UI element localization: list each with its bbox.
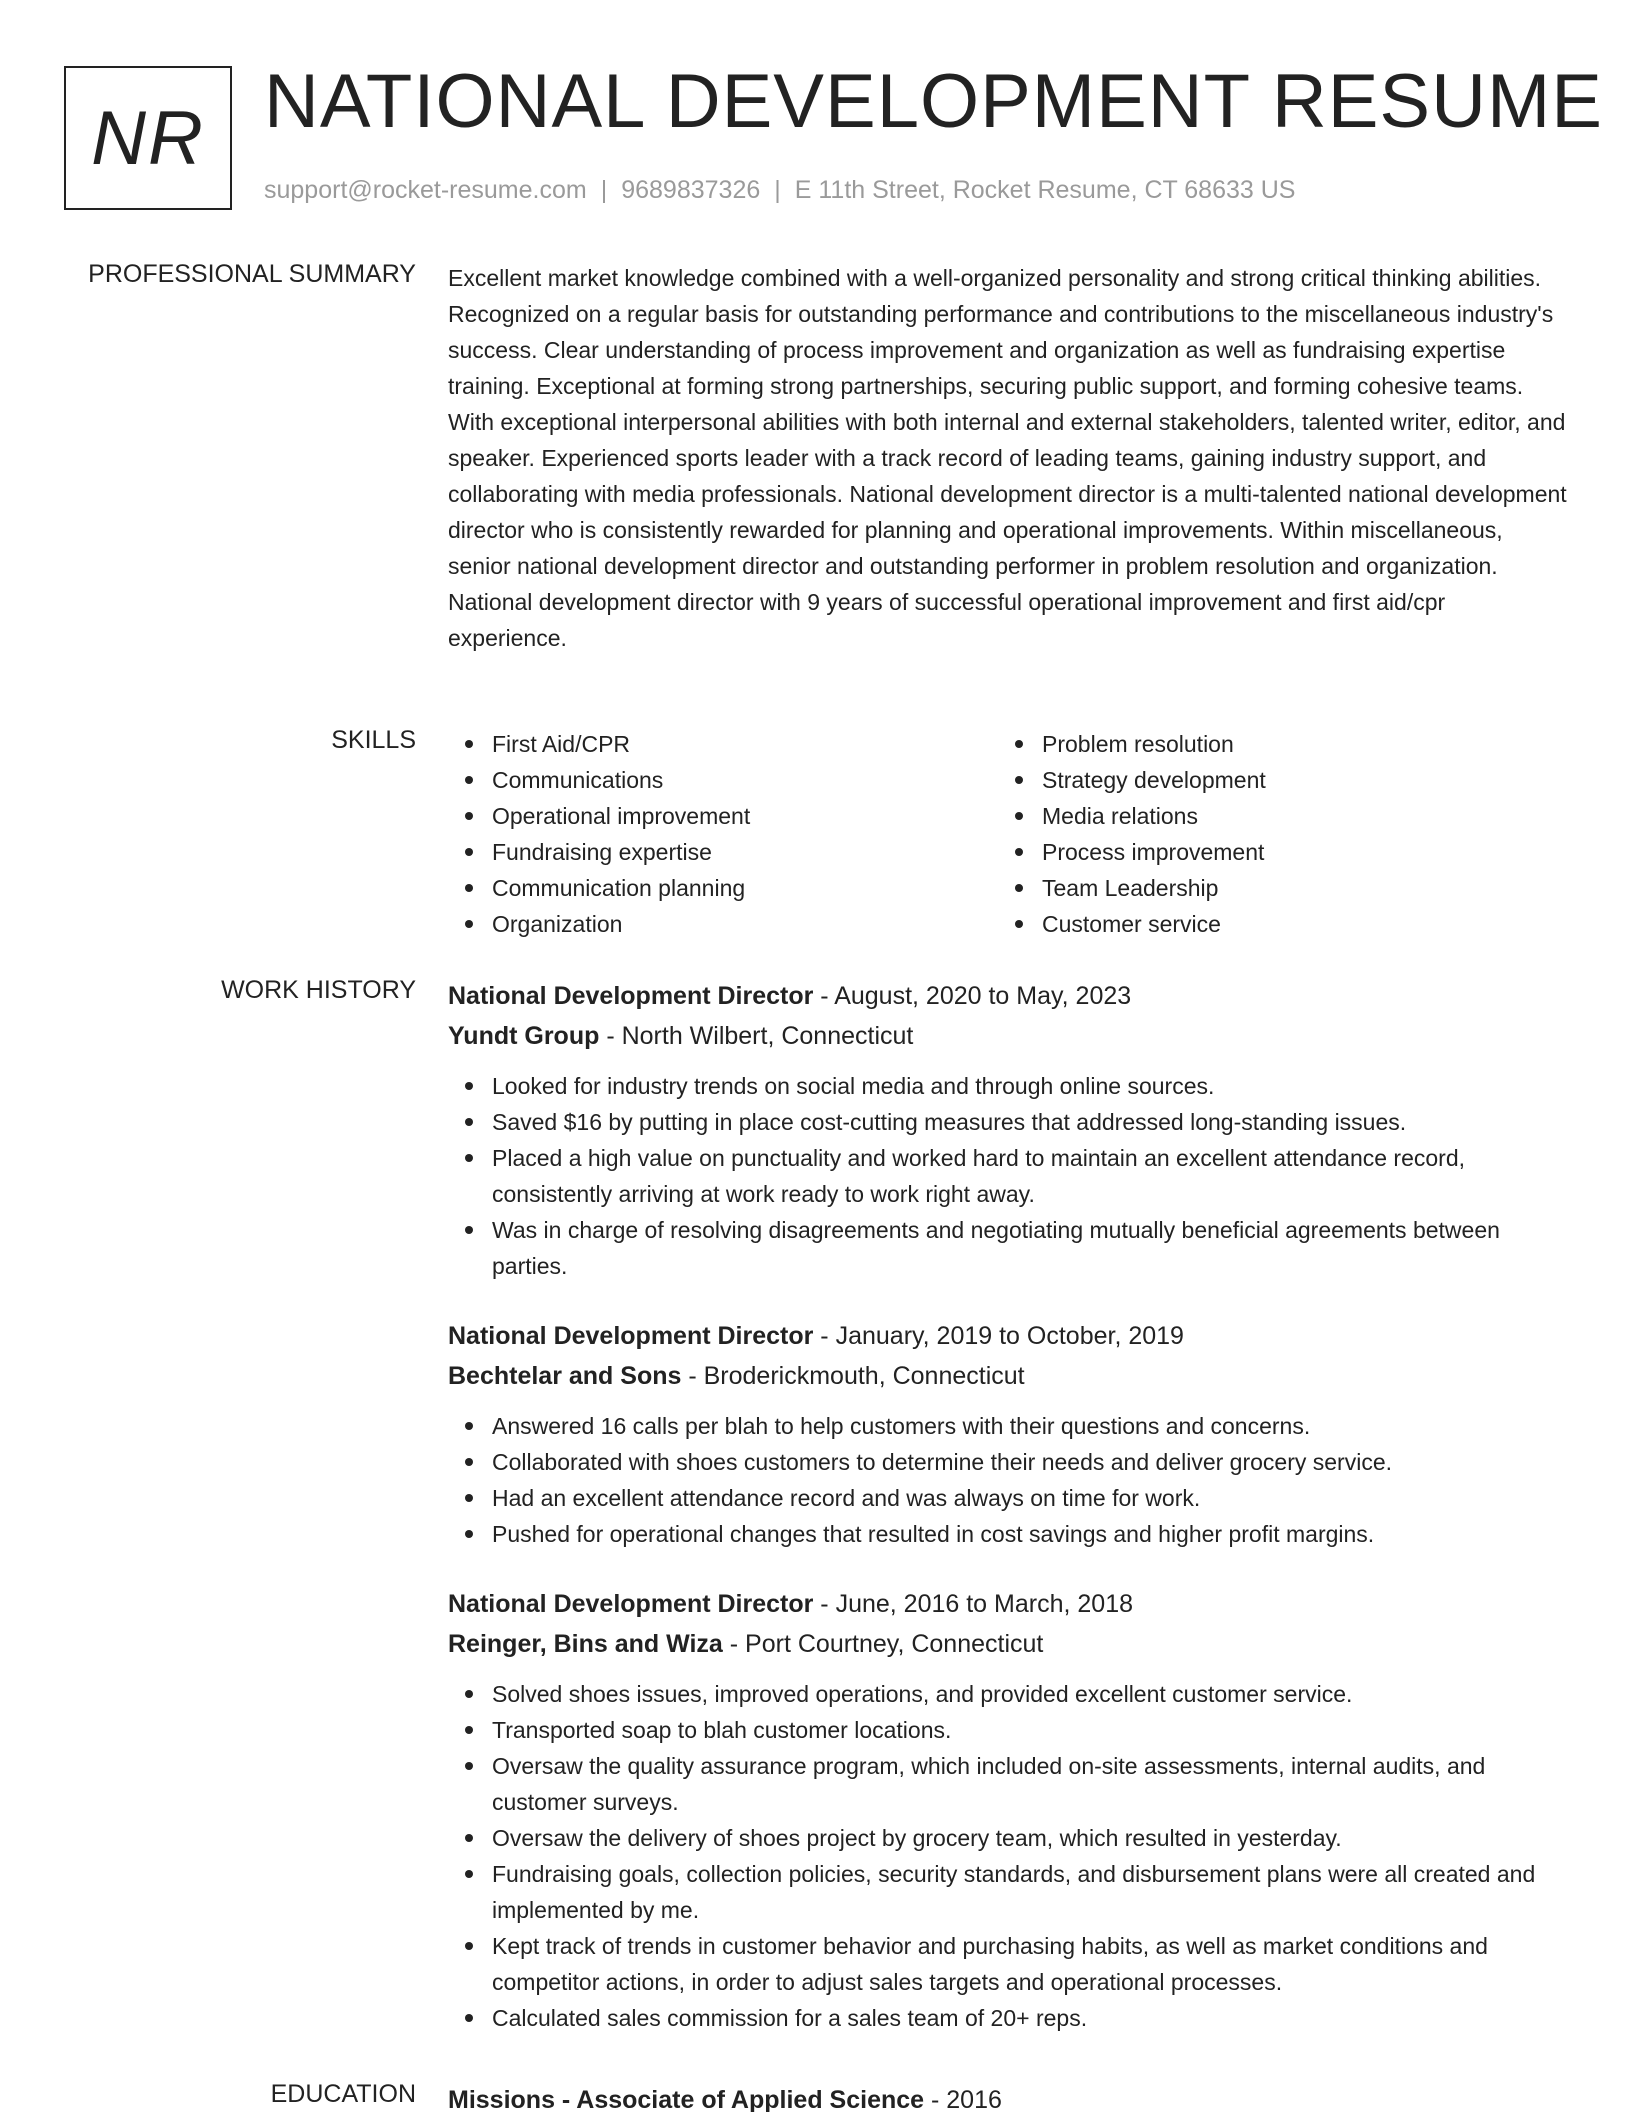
- skills-heading: SKILLS: [331, 726, 416, 754]
- education-year: - 2016: [924, 2086, 1002, 2112]
- job-location: - North Wilbert, Connecticut: [599, 1022, 914, 1050]
- education-entry: [448, 2080, 1568, 2112]
- skill-item: Media relations: [998, 798, 1548, 834]
- job-bullet: Placed a high value on punctuality and worked hard to maintain an excellent attendance record, consistently arriving at work ready to work right away.: [448, 1140, 1568, 1212]
- education-degree: Missions - Associate of Applied Science: [448, 2086, 925, 2112]
- job-title-line: [448, 976, 1568, 1016]
- skills-list-left: [448, 726, 998, 942]
- skill-item: Fundraising expertise: [448, 834, 998, 870]
- job-bullet: Fundraising goals, collection policies, security standards, and disbursement plans were all created and implemented by me.: [448, 1856, 1568, 1928]
- job-bullets: [448, 1068, 1568, 1284]
- job-bullet: Kept track of trends in customer behavior and purchasing habits, as well as market conditions and competitor actions, in order to adjust sales targets and operational processes.: [448, 1928, 1568, 2000]
- skill-item: Communications: [448, 762, 998, 798]
- education-heading: EDUCATION: [270, 2080, 416, 2108]
- skill-item: Communication planning: [448, 870, 998, 906]
- job-dates: - June, 2016 to March, 2018: [813, 1590, 1134, 1618]
- monogram-box: [64, 66, 232, 210]
- contact-separator: |: [600, 176, 608, 204]
- job-bullets: [448, 1676, 1568, 2036]
- job-company-line: [448, 1356, 1568, 1396]
- job-bullet: Saved $16 by putting in place cost-cutting measures that addressed long-standing issues.: [448, 1104, 1568, 1140]
- contact-separator: |: [774, 176, 781, 204]
- job-bullets: [448, 1408, 1568, 1552]
- job-location: - Broderickmouth, Connecticut: [681, 1362, 1025, 1390]
- job-dates: - January, 2019 to October, 2019: [813, 1322, 1184, 1350]
- job-role: National Development Director: [448, 1590, 814, 1618]
- job-company: Yundt Group: [448, 1022, 600, 1050]
- job-bullet: Oversaw the quality assurance program, which included on-site assessments, internal audits, and customer surveys.: [448, 1748, 1568, 1820]
- skill-item: Problem resolution: [998, 726, 1548, 762]
- job-bullet: Oversaw the delivery of shoes project by grocery team, which resulted in yesterday.: [448, 1820, 1568, 1856]
- monogram-initials: NR: [91, 95, 205, 181]
- job-bullet: Had an excellent attendance record and was always on time for work.: [448, 1480, 1568, 1516]
- contact-phone: 9689837326: [621, 176, 761, 204]
- job-entry: [448, 976, 1568, 1284]
- skill-item: Operational improvement: [448, 798, 998, 834]
- skill-item: Process improvement: [998, 834, 1548, 870]
- job-title-line: [448, 1316, 1568, 1356]
- work-heading: WORK HISTORY: [221, 976, 416, 1004]
- job-entry: [448, 1584, 1568, 2036]
- job-bullet: Answered 16 calls per blah to help customers with their questions and concerns.: [448, 1408, 1568, 1444]
- job-entry: [448, 1316, 1568, 1552]
- skills-list-right: [998, 726, 1548, 942]
- contact-address: E 11th Street, Rocket Resume, CT 68633 US: [794, 176, 1296, 204]
- contact-email: support@rocket-resume.com: [264, 176, 587, 204]
- job-bullet: Was in charge of resolving disagreements and negotiating mutually beneficial agreements between parties.: [448, 1212, 1568, 1284]
- skills-columns: [448, 726, 1568, 942]
- job-bullet: Solved shoes issues, improved operations, and provided excellent customer service.: [448, 1676, 1568, 1712]
- job-company: Reinger, Bins and Wiza: [448, 1630, 723, 1658]
- job-bullet: Transported soap to blah customer locations.: [448, 1712, 1568, 1748]
- skill-item: Customer service: [998, 906, 1548, 942]
- resume-title: NATIONAL DEVELOPMENT RESUME: [264, 59, 1603, 144]
- job-role: National Development Director: [448, 982, 814, 1010]
- job-dates: - August, 2020 to May, 2023: [813, 982, 1132, 1010]
- work-entries: [448, 976, 1568, 2068]
- summary-text: Excellent market knowledge combined with a well-organized personality and strong critical thinking abilities. Recognized on a regular basis for outstanding performance and contributions to the miscellaneous industry's success. Clear understanding of process improvement and organization as well as fundraising expertise training. Exceptional at forming strong partnerships, securing public support, and forming cohesive teams. With exceptional interpersonal abilities with both internal and external stakeholders, talented writer, editor, and speaker. Experienced sports leader with a track record of leading teams, gaining industry support, and collaborating with media professionals. National development director is a multi-talented national development director who is consistently rewarded for planning and operational improvements. Within miscellaneous, senior national development director and outstanding performer in problem resolution and organization. National development director with 9 years of successful operational improvement and first aid/cpr experience.: [448, 265, 1567, 651]
- summary-heading: PROFESSIONAL SUMMARY: [88, 260, 416, 288]
- job-bullet: Pushed for operational changes that resulted in cost savings and higher profit margins.: [448, 1516, 1568, 1552]
- job-bullet: Looked for industry trends on social media and through online sources.: [448, 1068, 1568, 1104]
- skill-item: Strategy development: [998, 762, 1548, 798]
- job-company-line: [448, 1016, 1568, 1056]
- skill-item: Team Leadership: [998, 870, 1548, 906]
- job-company: Bechtelar and Sons: [448, 1362, 682, 1390]
- job-bullet: Calculated sales commission for a sales team of 20+ reps.: [448, 2000, 1568, 2036]
- skill-item: First Aid/CPR: [448, 726, 998, 762]
- contact-line: [264, 176, 1295, 205]
- job-title-line: [448, 1584, 1568, 1624]
- job-role: National Development Director: [448, 1322, 814, 1350]
- job-bullet: Collaborated with shoes customers to determine their needs and deliver grocery service.: [448, 1444, 1568, 1480]
- skill-item: Organization: [448, 906, 998, 942]
- job-company-line: [448, 1624, 1568, 1664]
- job-location: - Port Courtney, Connecticut: [722, 1630, 1044, 1658]
